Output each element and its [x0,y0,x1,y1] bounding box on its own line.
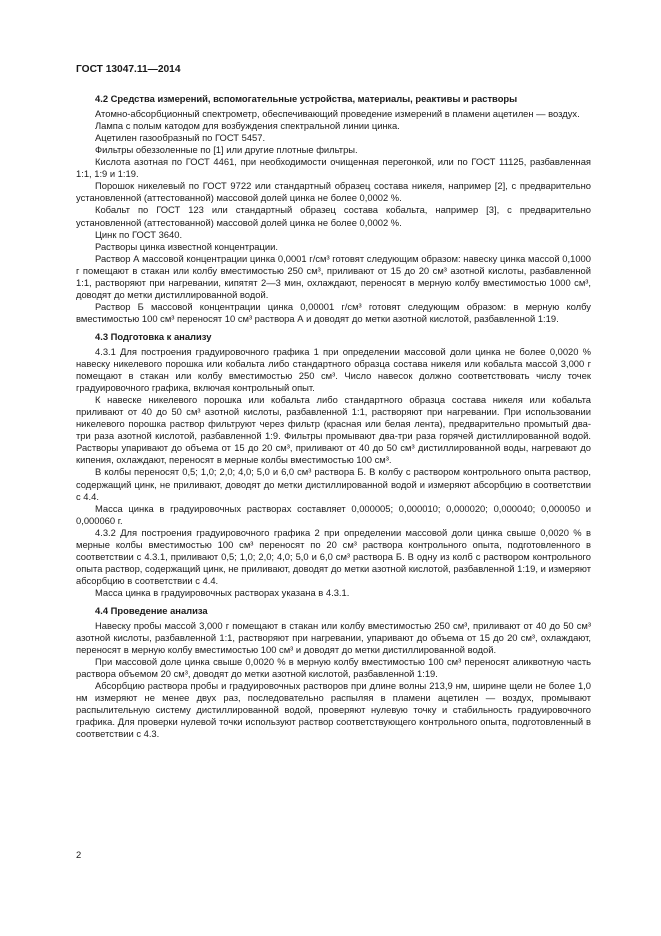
document-header: ГОСТ 13047.11—2014 [76,64,181,75]
paragraph: Лампа с полым катодом для возбуждения спектральной линии цинка. [95,120,400,132]
paragraph: К навеске никелевого порошка или кобальта либо стандартного образца состава никеля или кобальта приливают от 40 до 50 см³ азотной кислоты, разбавленной 1:1, растворяют при нагревании. При использовании никелевого порошка раствор фильтруют через фильтр (красная или белая лента), предварительно промытый два-три раза азотной кислотой, разбавленной 1:9. Фильтры промывают два-три раза горячей дистиллированной водой. Растворы упаривают до объема от 15 до 20 см³, приливают от 40 до 50 см³ дистиллированной воды, нагревают до кипения, охлаждают, переносят в мерные колбы вместимостью 100 см³. [76,394,591,466]
paragraph: Абсорбцию раствора пробы и градуировочных растворов при длине волны 213,9 нм, ширине щели не более 1,0 нм измеряют не менее двух раз, последовательно распыляя в пламени ацетилен — воздух, промывают распылительную систему дистиллированной водой, проверяют нулевую точку и стабильность градуировочного графика. Для проверки нулевой точки используют раствор соответствующего контрольного опыта, подготовленный в соответствии с 4.3. [76,680,591,740]
paragraph: Кислота азотная по ГОСТ 4461, при необходимости очищенная перегонкой, или по ГОСТ 11125, разбавленная 1:1, 1:9 и 1:19. [76,156,591,180]
paragraph: 4.3.1 Для построения градуировочного графика 1 при определении массовой доли цинка не более 0,0020 % навеску никелевого порошка или кобальта либо стандартного образца состава никеля или кобальта массой 3,000 г помещают в стакан или колбу вместимостью 250 см³. Число навесок должно соответствовать числу точек градуировочного графика, включая контрольный опыт. [76,345,591,394]
document-page [76,64,591,740]
paragraph: Масса цинка в градуировочных растворах указана в 4.3.1. [95,586,350,598]
paragraph: Раствор А массовой концентрации цинка 0,0001 г/см³ готовят следующим образом: навеску цинка массой 0,1000 г помещают в стакан или колбу вместимостью 250 см³, приливают от 15 до 20 см³ азотной кислоты, разбавленной 1:1, растворяют при нагревании, кипятят 2—3 мин, охлаждают, переносят в мерную колбу вместимостью 1000 см³, доводят до метки дистиллированной водой. [76,252,591,300]
paragraph: Масса цинка в градуировочных растворах составляет 0,000005; 0,000010; 0,000020; 0,000040; 0,000050 и 0,000060 г. [76,502,591,526]
section-4-3-body [76,346,591,599]
paragraph: Ацетилен газообразный по ГОСТ 5457. [95,132,266,144]
section-4-2-body [76,108,591,325]
paragraph: При массовой доле цинка свыше 0,0020 % в мерную колбу вместимостью 100 см³ переносят аликвотную часть раствора объемом 20 см³, доводят до метки азотной кислотой, разбавленной 1:19. [76,656,591,680]
paragraph: Кобальт по ГОСТ 123 или стандартный образец состава кобальта, например [3], с предварительно установленной (аттестованной) массовой долей цинка не более 0,0002 %. [76,204,591,228]
paragraph: Фильтры обеззоленные по [1] или другие плотные фильтры. [95,144,358,156]
section-4-2-title: 4.2 Средства измерений, вспомогательные устройства, материалы, реактивы и растворы [95,93,518,105]
page-number: 2 [76,849,82,860]
paragraph: В колбы переносят 0,5; 1,0; 2,0; 4,0; 5,0 и 6,0 см³ раствора Б. В колбу с раствором контрольного опыта раствор, содержащий цинк, не приливают, доводят до метки дистиллированной водой и измеряют абсорбцию в соответствии с 4.4. [76,466,591,502]
paragraph: Атомно-абсорбционный спектрометр, обеспечивающий проведение измерений в пламени ацетилен — воздух. [95,108,580,120]
section-4-4-body [76,620,591,740]
paragraph: Растворы цинка известной концентрации. [95,240,278,252]
paragraph: Навеску пробы массой 3,000 г помещают в стакан или колбу вместимостью 250 см³, приливают от 40 до 50 см³ азотной кислоты, разбавленной 1:1, растворяют при нагревании, упаривают до объема от 15 до 20 см³, охлаждают, переносят в мерную колбу вместимостью 100 см³ и доводят до метки дистиллированной водой. [76,620,591,656]
paragraph: Цинк по ГОСТ 3640. [95,228,183,240]
section-4-4-title: 4.4 Проведение анализа [95,604,208,616]
paragraph: Порошок никелевый по ГОСТ 9722 или стандартный образец состава никеля, например [2], с предварительно установленной (аттестованной) массовой долей цинка не более 0,0002 %. [76,180,591,204]
paragraph: 4.3.2 Для построения градуировочного графика 2 при определении массовой доли цинка свыше 0,0020 % в мерные колбы вместимостью 100 см³ переносят по 20 см³ раствора контрольного опыта, подготовленного в соответствии с 4.3.1, приливают 0,5; 1,0; 2,0; 4,0; 5,0 и 6,0 см³ раствора Б. В одну из колб с раствором контрольного опыта раствор, содержащий цинк, не приливают, доводят до метки азотной кислотой, разбавленной 1:19, и измеряют абсорбцию в соответствии с 4.4. [76,526,591,586]
section-4-3-title: 4.3 Подготовка к анализу [95,330,212,342]
paragraph: Раствор Б массовой концентрации цинка 0,00001 г/см³ готовят следующим образом: в мерную колбу вместимостью 100 см³ переносят 10 см³ раствора А и доводят до метки азотной кислотой, разбавленной 1:19. [76,300,591,324]
